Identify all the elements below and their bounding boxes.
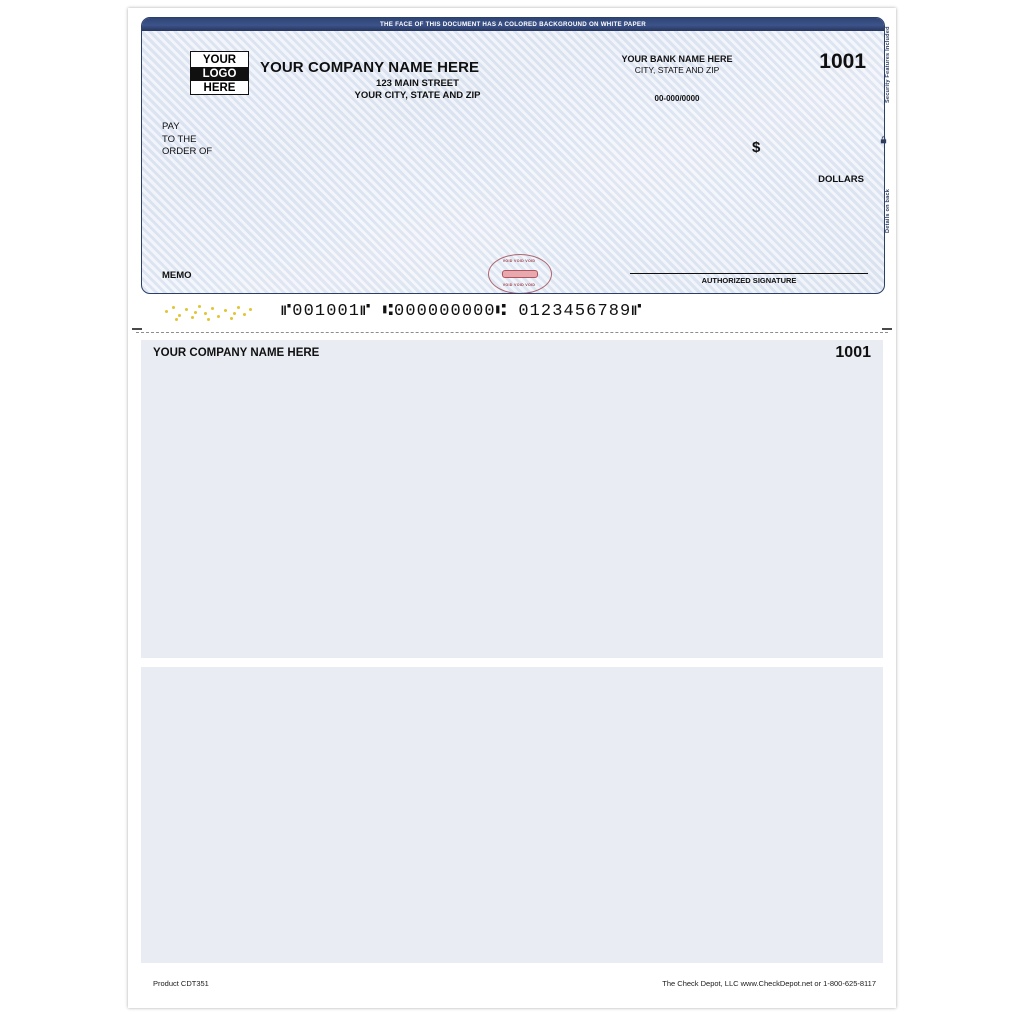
- stub-check-number: 1001: [835, 344, 871, 361]
- perforation-tick-right: [882, 328, 892, 330]
- security-banner: THE FACE OF THIS DOCUMENT HAS A COLORED BACKGROUND ON WHITE PAPER: [142, 18, 884, 31]
- lock-icon: [880, 136, 887, 144]
- voucher-stub-bottom: [141, 667, 883, 963]
- seal-text-top: VOID VOID VOID: [502, 259, 536, 263]
- product-code: Product CDT351: [153, 979, 209, 988]
- perforation-line: [136, 332, 888, 333]
- memo-label: MEMO: [162, 270, 192, 281]
- pay-label: PAY: [162, 121, 180, 132]
- logo-line-2: LOGO: [191, 67, 248, 81]
- security-features-vertical-text: Security Features Included: [885, 26, 891, 103]
- company-name: YOUR COMPANY NAME HERE: [260, 59, 480, 76]
- seal-bar: [502, 270, 538, 278]
- routing-fraction: 00-000/0000: [654, 94, 700, 103]
- check-number: 1001: [819, 50, 866, 73]
- dollars-label: DOLLARS: [818, 174, 864, 185]
- company-address-line-1: 123 MAIN STREET: [376, 78, 459, 89]
- bank-city-state-zip: CITY, STATE AND ZIP: [634, 65, 720, 75]
- vendor-info: The Check Depot, LLC www.CheckDepot.net or 1-800-625-8117: [662, 979, 876, 988]
- company-address-line-2: YOUR CITY, STATE AND ZIP: [354, 90, 481, 101]
- authorized-signature-label: AUTHORIZED SIGNATURE: [701, 276, 797, 285]
- voucher-stub-top: [141, 340, 883, 658]
- amount-dollar-sign: $: [752, 139, 761, 156]
- check-body: [141, 17, 885, 294]
- micr-band: [141, 296, 883, 332]
- seal-text-bottom: VOID VOID VOID: [502, 283, 536, 287]
- details-on-back-vertical-text: Details on back: [885, 188, 891, 233]
- bank-name: YOUR BANK NAME HERE: [621, 54, 733, 64]
- logo-line-3: HERE: [203, 82, 236, 94]
- order-of-label: ORDER OF: [162, 146, 213, 157]
- logo-line-1: YOUR: [202, 54, 237, 66]
- pay-to-the-order-of-label: [162, 121, 212, 159]
- check-sheet: [128, 8, 896, 1008]
- micr-encoding-line: ⑈001001⑈ ⑆000000000⑆ 0123456789⑈: [281, 302, 643, 321]
- perforation-tick-left: [132, 328, 142, 330]
- logo-placeholder: [190, 51, 249, 95]
- to-the-label: TO THE: [162, 133, 197, 145]
- security-seal-icon: [488, 254, 550, 292]
- stub-company-name: YOUR COMPANY NAME HERE: [153, 347, 320, 359]
- security-dots-pattern: [163, 304, 253, 322]
- signature-line: [630, 273, 868, 274]
